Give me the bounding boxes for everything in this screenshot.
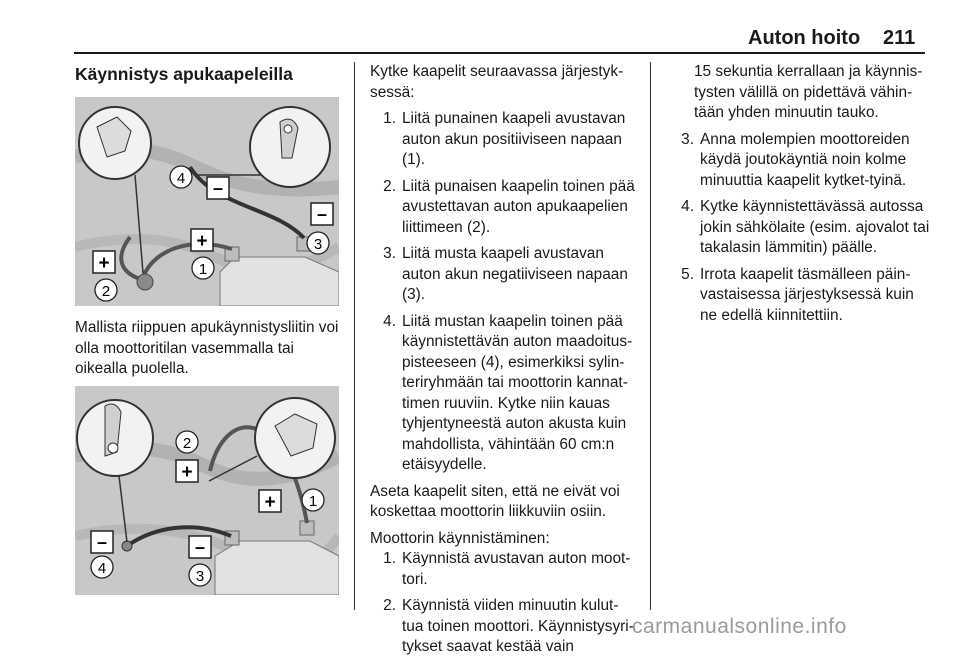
list-item: 2. Liitä punaisen kaapelin toinen pää avustettavan auton apukaapelien liittimeen (2). <box>383 177 635 236</box>
svg-text:1: 1 <box>308 493 318 510</box>
plus-sign-box-right <box>259 490 281 513</box>
plus-sign-box-left <box>93 251 115 274</box>
plus-sign-box-top <box>176 460 198 483</box>
callout-3 <box>189 564 211 586</box>
intro-text: Kytke kaapelit seuraavassa järjestyk-sessä: <box>370 63 624 101</box>
watermark: carmanualsonline.info <box>632 615 847 638</box>
minus-sign-box-center <box>189 536 211 558</box>
figure-1-illustration <box>75 97 339 306</box>
continuation-text: 15 sekuntia kerrallaan ja käynnis-tysten välillä on pidettävä vähin-tään yhden minuutin tauko. <box>694 63 923 121</box>
section-title: Käynnistys apukaapeleilla <box>75 64 293 84</box>
svg-text:–: – <box>96 532 108 552</box>
minus-sign-box-right <box>311 203 333 225</box>
svg-text:+: + <box>264 492 276 513</box>
callout-1 <box>302 489 324 511</box>
callout-2 <box>95 279 117 301</box>
callout-4 <box>91 556 113 578</box>
start-heading: Moottorin käynnistäminen: <box>370 529 550 547</box>
figure-caption: Mallista riippuen apukäynnistysliitin voi olla moottoritilan vasemmalla tai oikealla puolella. <box>75 319 339 377</box>
callout-1 <box>192 257 214 279</box>
minus-sign-box-top <box>207 177 229 199</box>
figure-jump-start-1 <box>75 97 339 306</box>
cable-placement-note: Aseta kaapelit siten, että ne eivät voi koskettaa moottorin liikkuviin osiin. <box>370 482 620 520</box>
callout-2 <box>176 431 198 453</box>
svg-text:4: 4 <box>176 170 186 187</box>
svg-text:+: + <box>196 231 208 252</box>
list-item: 4. Kytke käynnistettävässä autossa jokin sähkölaite (esim. ajovalot tai takalasin lämmitin) päälle. <box>681 198 930 256</box>
running-header-title: Auton hoito <box>748 27 861 49</box>
svg-text:+: + <box>181 462 193 483</box>
svg-text:1: 1 <box>198 261 208 278</box>
list-item: 1. Liitä punainen kaapeli avustavan auton akun positiiviseen napaan (1). <box>383 110 626 168</box>
list-item: 5. Irrota kaapelit täsmälleen päin-vastaisessa järjestyksessä kuin ne edellä kiinnitettiin. <box>681 265 914 324</box>
svg-text:–: – <box>194 537 206 557</box>
connect-steps-list <box>370 109 636 476</box>
plus-sign-box-center <box>191 229 213 252</box>
svg-text:–: – <box>212 178 224 198</box>
svg-text:3: 3 <box>195 568 205 585</box>
figure-2-illustration <box>75 386 339 595</box>
list-item: 4. Liitä mustan kaapelin toinen pää käynnistettävän auton maadoitus-pisteeseen (4), esimerkiksi sylin-teriryhmään tai moottorin kannat-timen ruuviin. Kytke niin kauas tyhjentyneestä auton akusta kuin mahdollista, vähintään 60 cm:n etäisyydelle. <box>383 312 633 473</box>
list-item: 3. Liitä musta kaapeli avustavan auton akun negatiiviseen napaan (3). <box>383 245 628 303</box>
svg-text:2: 2 <box>182 435 192 452</box>
figure-jump-start-2 <box>75 386 339 595</box>
after-start-steps-list <box>668 130 930 327</box>
header-rule <box>74 52 925 54</box>
list-item: 3. Anna molempien moottoreiden käydä joutokäyntiä noin kolme minuuttia kaapelit kytket-tyinä. <box>681 130 910 189</box>
column-3 <box>668 62 930 326</box>
column-2 <box>370 62 636 658</box>
list-item: 2. Käynnistä viiden minuutin kulut-tua toinen moottori. Käynnistysyri-tykset saavat kestää vain <box>383 597 634 655</box>
svg-text:3: 3 <box>313 236 323 253</box>
start-steps-list <box>370 549 636 658</box>
callout-3 <box>307 232 329 254</box>
callout-4 <box>170 166 192 188</box>
column-divider-1 <box>354 62 355 610</box>
svg-text:–: – <box>316 204 328 224</box>
svg-text:4: 4 <box>97 560 107 577</box>
list-item: 1. Käynnistä avustavan auton moot-tori. <box>383 550 631 588</box>
page-number: 211 <box>883 27 916 49</box>
minus-sign-box-left <box>91 531 113 553</box>
column-1 <box>75 62 343 86</box>
svg-text:2: 2 <box>101 283 111 300</box>
column-divider-2 <box>650 62 651 610</box>
svg-text:+: + <box>98 253 110 274</box>
